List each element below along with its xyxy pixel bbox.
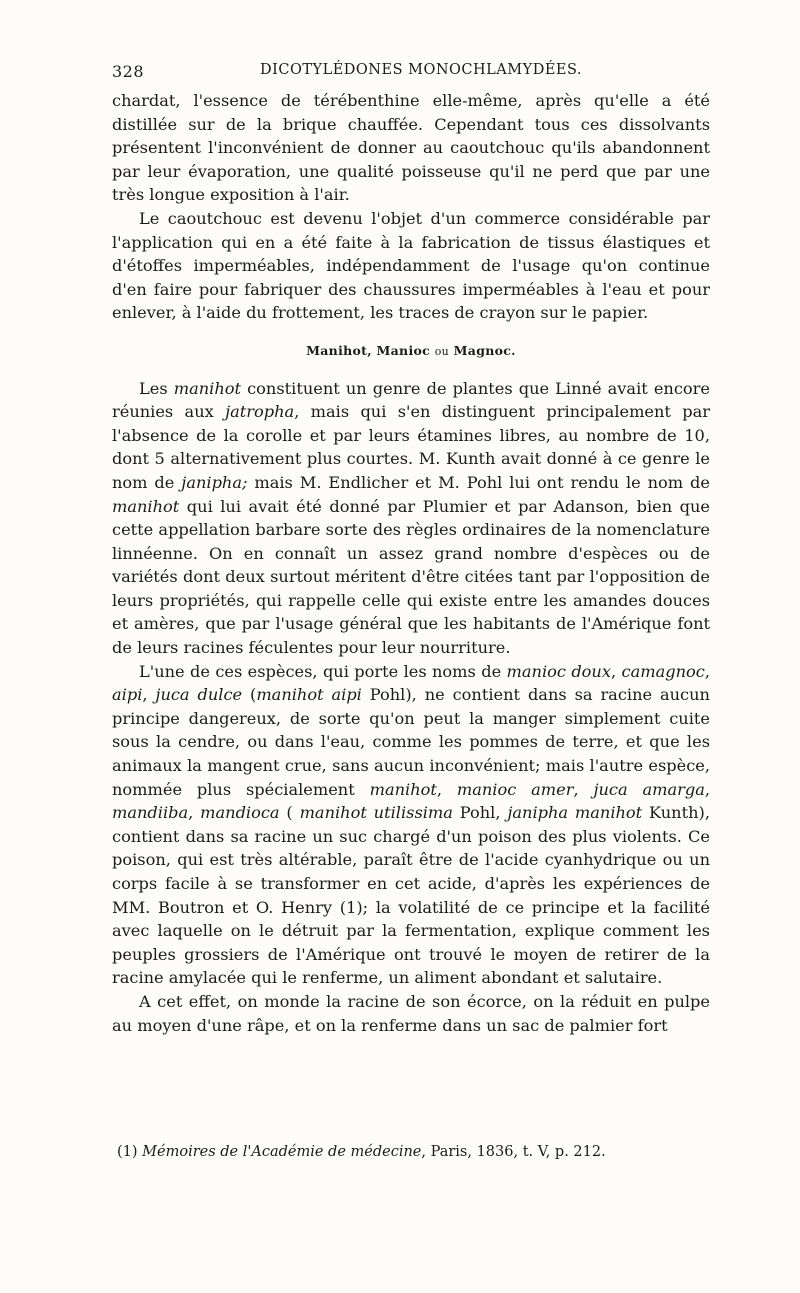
paragraph-5: A cet effet, on monde la racine de son écorce, on la réduit en pulpe au moyen d'une râpe, et on la renferme dans un sac de palmier fort [112, 991, 710, 1035]
book-page [112, 62, 710, 1037]
paragraph-4: L'une de ces espèces, qui porte les noms de manioc doux, camagnoc, aipi, juca dulce (manihot aipi Pohl), ne contient dans sa racine aucun principe dangereux, de sorte qu'on peut la manger simplement cuite sous la cendre, ou dans l'eau, comme les pommes de terre, et que les animaux la mangent crue, sans aucun inconvénient; mais l'autre espèce, nommée plus spécialement manihot, manioc amer, juca amarga, mandiiba, mandioca ( manihot utilissima Pohl, janipha manihot Kunth), contient dans sa racine un suc chargé d'un poison des plus violents. Ce poison, qui est très altérable, paraît être de l'acide cyanhydrique ou un corps facile à se transformer en cet acide, d'après les expériences de MM. Boutron et O. Henry (1); la volatilité de ce principe et la facilité avec laquelle on le détruit par la fermentation, explique comment les peuples grossiers de l'Amérique ont trouvé le moyen de retirer de la racine amylacée qui le renferme, un aliment abondant et salutaire. [112, 661, 711, 988]
paragraph-2: Le caoutchouc est devenu l'objet d'un commerce considérable par l'application qui en a été faite à la fabrication de tissus élastiques et d'étoffes imperméables, indépendamment de l'usage qu'on continue d'en faire pour fabriquer des chaussures imperméables à l'eau et pour enlever, à l'aide du frottement, les traces de crayon sur le papier. [112, 208, 710, 323]
footnote-citation: , Paris, 1836, t. V, p. 212. [421, 1144, 606, 1160]
page-body [112, 89, 710, 1037]
footnote-marker: (1) [117, 1144, 138, 1160]
footnote-title: Mémoires de l'Académie de médecine [142, 1144, 422, 1160]
running-head: DICOTYLÉDONES MONOCHLAMYDÉES. [260, 62, 583, 78]
paragraph-1: chardat, l'essence de térébenthine elle-même, après qu'elle a été distillée sur de la brique chauffée. Cependant tous ces dissolvants présentent l'inconvénient de donner au caoutchouc qu'ils abandonnent par leur évaporation, une qualité poisseuse qu'il ne perd que par une très longue exposition à l'air. [112, 91, 710, 205]
section-heading: Manihot, Manioc ou Magnoc. [306, 342, 516, 358]
paragraph-3: Les manihot constituent un genre de plantes que Linné avait encore réunies aux jatropha, mais qui s'en distinguent principalement par l'absence de la corolle et par leurs étamines libres, au nombre de 10, dont 5 alternativement plus courtes. M. Kunth avait donné à ce genre le nom de janipha; mais M. Endlicher et M. Pohl lui ont rendu le nom de manihot qui lui avait été donné par Plumier et par Adanson, bien que cette appellation barbare sorte des règles ordinaires de la nomenclature linnéenne. On en connaît un assez grand nombre d'espèces ou de variétés dont deux surtout méritent d'être citées tant par l'opposition de leurs propriétés, qui rappelle celle qui existe entre les amandes douces et amères, que par l'usage général que les habitants de l'Amérique font de leurs racines féculentes pour leur nourriture. [112, 378, 711, 658]
page-number: 328 [112, 62, 145, 81]
page-header [112, 62, 710, 84]
footnote [117, 1144, 697, 1160]
